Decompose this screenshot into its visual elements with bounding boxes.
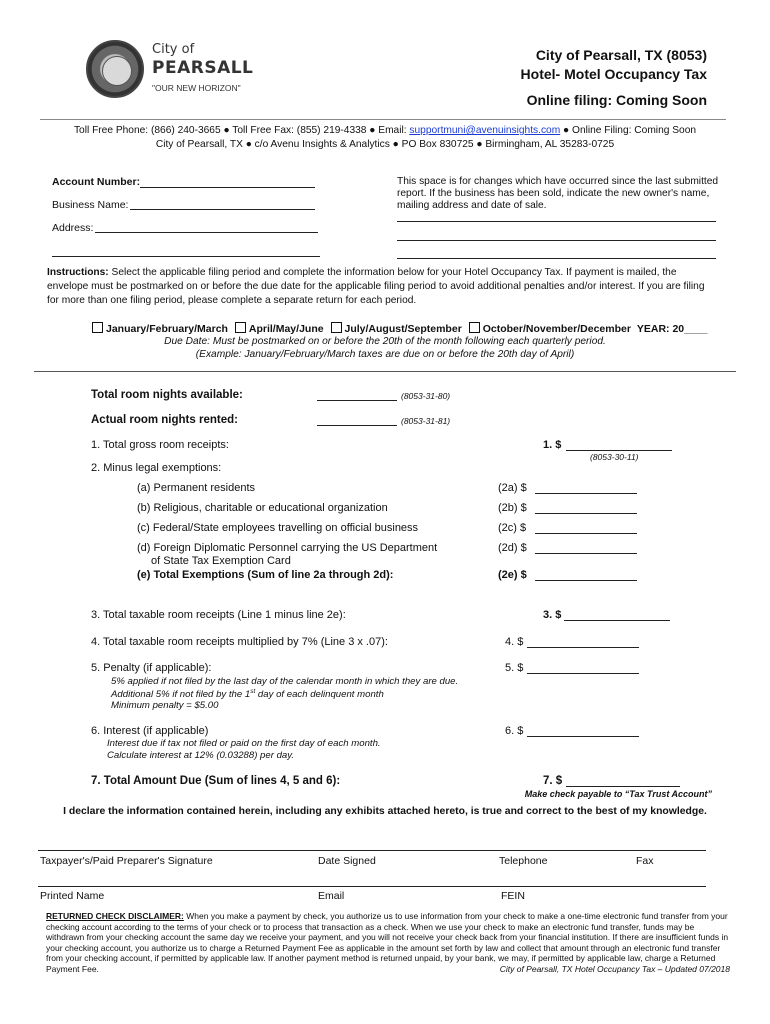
line-6-field[interactable] [527, 736, 639, 737]
contact-line-1: Toll Free Phone: (866) 240-3665 ● Toll Free Fax: (855) 219-4338 ● Email: supportmuni@avenuinsights.com ● Online Filing: Coming Soon [73, 125, 697, 136]
logo-city-of: City of [152, 42, 195, 57]
code-available: (8053-31-80) [401, 391, 451, 401]
line-7-ref: 7. $ [543, 775, 563, 787]
changes-field-3[interactable] [397, 258, 716, 259]
period-q4[interactable]: October/November/December [469, 323, 631, 335]
penalty-note-2: Additional 5% if not filed by the 1st day of each delinquent month [111, 688, 384, 701]
address-label: Address: [52, 222, 94, 234]
account-number-field[interactable] [140, 187, 315, 188]
penalty-note-3: Minimum penalty = $5.00 [111, 700, 219, 711]
line-2c-field[interactable] [535, 533, 637, 534]
address-field-1[interactable] [95, 232, 318, 233]
instructions: Instructions: Select the applicable filing period and complete the information below for your Hotel Occupancy Tax. If payment is mailed, the envelope must be postmarked on or before the due date for the applicable filing period to avoid additional penalties and/or interest. If you are filing for more than one filing period, please complete a separate return for each period. [47, 267, 705, 306]
line-2a-label: (a) Permanent residents [137, 482, 255, 494]
account-number-label: Account Number: [52, 176, 141, 188]
email-label: Email [318, 890, 345, 902]
line-5-label: 5. Penalty (if applicable): [91, 662, 212, 674]
line-6-ref: 6. $ [505, 725, 524, 737]
year-field[interactable]: YEAR: 20____ [636, 323, 708, 335]
contact-line-2: City of Pearsall, TX ● c/o Avenu Insights & Analytics ● PO Box 830725 ● Birmingham, AL 35283-0725 [155, 139, 615, 150]
room-nights-rented-label: Actual room nights rented: [91, 414, 238, 426]
line-2d-field[interactable] [535, 553, 637, 554]
room-nights-available-label: Total room nights available: [91, 389, 243, 401]
line-2a-ref: (2a) $ [498, 482, 527, 494]
filing-period-options [92, 322, 707, 335]
form-subtitle: Hotel- Motel Occupancy Tax [520, 66, 707, 82]
code-gross: (8053-30-11) [590, 452, 639, 462]
line-5-field[interactable] [527, 673, 639, 674]
city-logo [86, 40, 254, 104]
city-seal [86, 40, 144, 98]
email-link[interactable]: supportmuni@avenuinsights.com [409, 125, 561, 136]
line-2e-field[interactable] [535, 580, 637, 581]
line-1-field[interactable] [566, 450, 672, 451]
declaration: I declare the information contained herein, including any exhibits attached hereto, is true and correct to the best of my knowledge. [63, 806, 707, 817]
checkbox-icon[interactable] [235, 322, 246, 333]
address-field-2[interactable] [52, 256, 320, 257]
line-3-label: 3. Total taxable room receipts (Line 1 minus line 2e): [91, 609, 346, 621]
fax-label: Fax [636, 855, 654, 867]
line-5-ref: 5. $ [505, 662, 524, 674]
interest-note-1: Interest due if tax not filed or paid on the first day of each month. [107, 738, 381, 749]
payable-note: Make check payable to “Tax Trust Account” [524, 789, 712, 799]
form-title: City of Pearsall, TX (8053) [535, 47, 707, 63]
period-q2[interactable]: April/May/June [235, 323, 324, 335]
period-q3[interactable]: July/August/September [331, 323, 462, 335]
line-2c-ref: (2c) $ [498, 522, 527, 534]
line-2c-label: (c) Federal/State employees travelling on official business [137, 522, 419, 534]
printed-name-label: Printed Name [40, 890, 105, 902]
line-2d-label-cont: of State Tax Exemption Card [151, 555, 291, 567]
line-6-label: 6. Interest (if applicable) [91, 725, 209, 737]
room-nights-available-field[interactable] [317, 400, 397, 401]
line-4-field[interactable] [527, 647, 639, 648]
line-3-field[interactable] [564, 620, 670, 621]
logo-slogan: "OUR NEW HORIZON" [152, 83, 241, 93]
line-7-label: 7. Total Amount Due (Sum of lines 4, 5 and 6): [91, 775, 341, 787]
line-2b-label: (b) Religious, charitable or educational organization [137, 502, 388, 514]
line-2a-field[interactable] [535, 493, 637, 494]
header-divider [40, 119, 726, 120]
online-filing-note: Online filing: Coming Soon [526, 92, 707, 108]
signature-line-1[interactable] [38, 850, 706, 851]
fein-label: FEIN [501, 890, 525, 902]
changes-note: This space is for changes which have occurred since the last submitted report. If the business has been sold, indicate the new owner's name, mailing address and date of sale. [397, 176, 719, 211]
line-2-label: 2. Minus legal exemptions: [91, 462, 222, 474]
changes-field-1[interactable] [397, 221, 716, 222]
business-name-label: Business Name: [52, 199, 129, 211]
telephone-label: Telephone [499, 855, 548, 867]
line-1-ref: 1. $ [543, 439, 562, 451]
room-nights-rented-field[interactable] [317, 425, 397, 426]
signature-label: Taxpayer's/Paid Preparer's Signature [40, 855, 213, 867]
line-2b-field[interactable] [535, 513, 637, 514]
period-q1[interactable]: January/February/March [92, 323, 228, 335]
line-4-label: 4. Total taxable room receipts multiplied by 7% (Line 3 x .07): [91, 636, 388, 648]
code-rented: (8053-31-81) [401, 416, 451, 426]
returned-check-disclaimer: RETURNED CHECK DISCLAIMER: When you make a payment by check, you authorize us to use information from your check to make a one-time electronic fund transfer from your checking account according to the terms of your check or to process that transaction as a check. When we use your check to make an electronic fund transfer, funds may be withdrawn from your checking account the same day we receive your payment, and you will not receive your check back from your financial institution. If there are insufficient funds in your checking account, you authorize us to charge a Returned Payment Fee as applicable in the amount set forth by law and collect that amount through an electronic fund transfer from your checking account, if permitted by applicable law. If another payment method is returned unpaid, by your bank, we may, if permitted by applicable law, charge a Returned Payment Fee. [46, 911, 729, 974]
date-signed-label: Date Signed [318, 855, 376, 867]
business-name-field[interactable] [130, 209, 315, 210]
penalty-note-1: 5% applied if not filed by the last day of the calendar month in which they are due. [111, 676, 459, 687]
logo-name: PEARSALL [152, 58, 254, 78]
changes-field-2[interactable] [397, 240, 716, 241]
line-2b-ref: (2b) $ [498, 502, 527, 514]
interest-note-2: Calculate interest at 12% (0.03288) per day. [107, 750, 295, 761]
line-1-label: 1. Total gross room receipts: [91, 439, 229, 451]
section-divider [34, 371, 736, 372]
checkbox-icon[interactable] [331, 322, 342, 333]
line-4-ref: 4. $ [505, 636, 524, 648]
signature-line-2[interactable] [38, 886, 706, 887]
line-2e-label: (e) Total Exemptions (Sum of line 2a through 2d): [137, 569, 394, 581]
due-date-note: Due Date: Must be postmarked on or before the 20th of the month following each quarterly period. [164, 336, 606, 347]
checkbox-icon[interactable] [92, 322, 103, 333]
line-2e-ref: (2e) $ [498, 569, 527, 581]
due-date-example: (Example: January/February/March taxes are due on or before the 20th day of April) [195, 349, 575, 360]
checkbox-icon[interactable] [469, 322, 480, 333]
line-2d-label: (d) Foreign Diplomatic Personnel carrying the US Department [137, 542, 438, 554]
line-3-ref: 3. $ [543, 609, 562, 621]
line-2d-ref: (2d) $ [498, 542, 527, 554]
footer-note: City of Pearsall, TX Hotel Occupancy Tax – Updated 07/2018 [499, 964, 730, 974]
line-7-field[interactable] [566, 786, 680, 787]
